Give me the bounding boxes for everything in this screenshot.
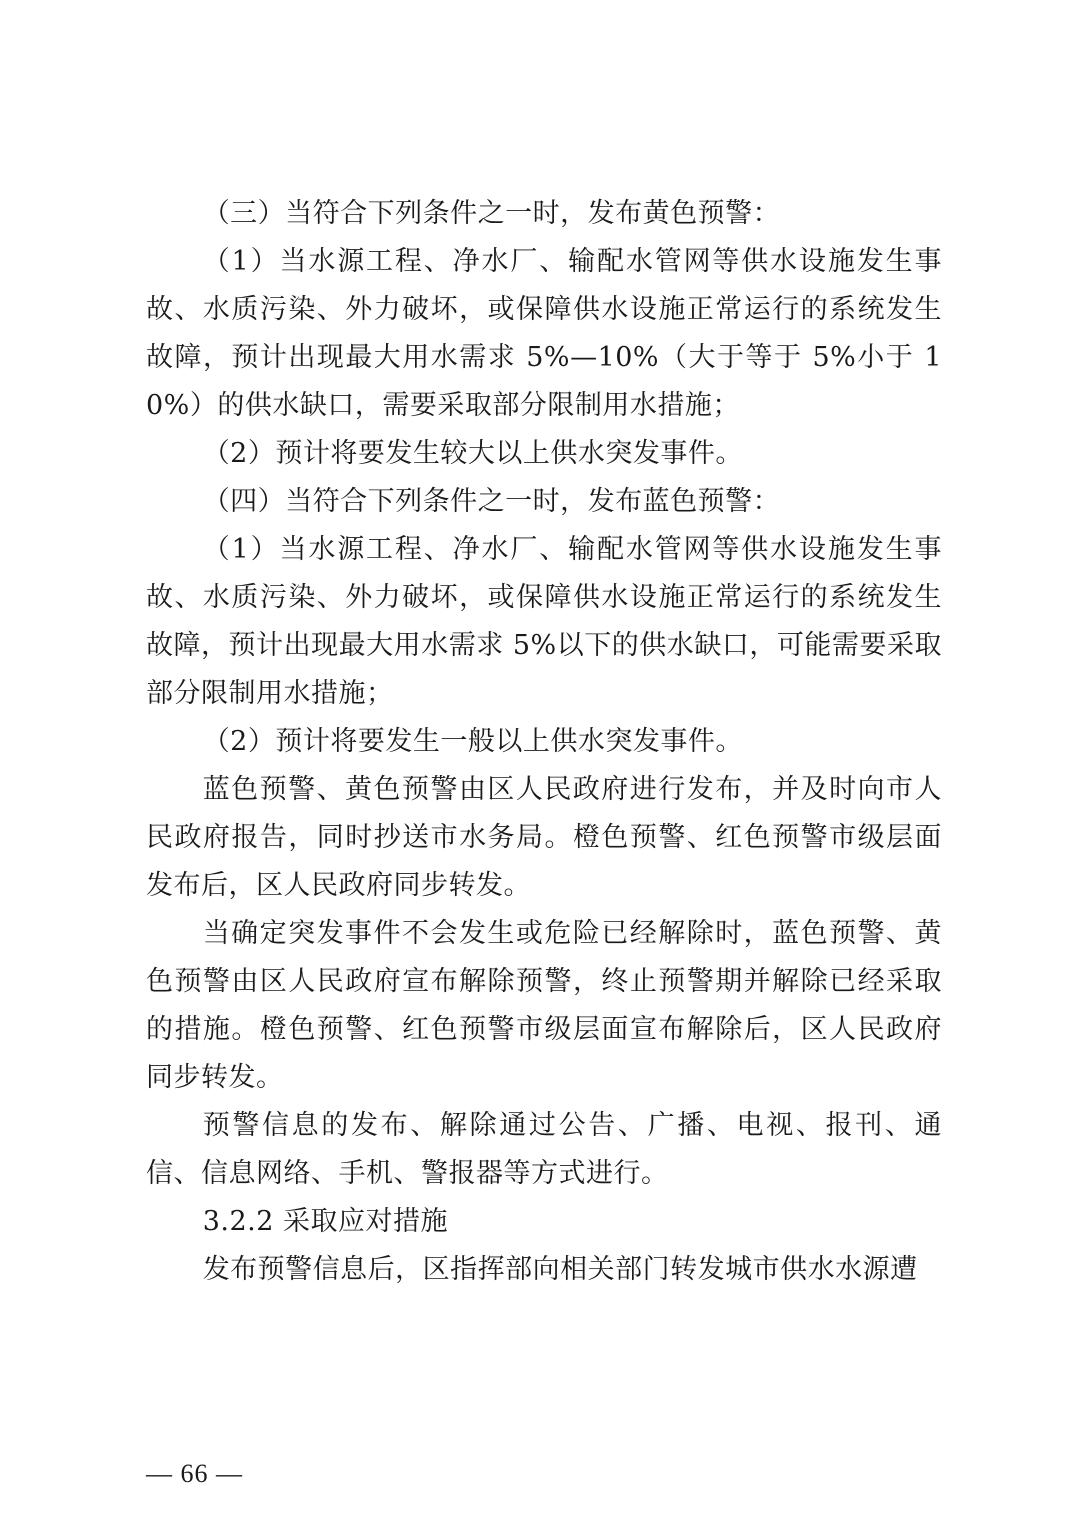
page-body [146, 190, 942, 1294]
section-heading-3-2-2: 3.2.2 采取应对措施 [202, 1206, 448, 1237]
paragraph-blue-condition-2: （2）预计将要发生一般以上供水突发事件。 [202, 726, 743, 757]
paragraph-yellow-condition-2: （2）预计将要发生较大以上供水突发事件。 [202, 438, 743, 469]
paragraph-warning-release: 蓝色预警、黄色预警由区人民政府进行发布，并及时向市人民政府报告，同时抄送市水务局。橙色预警、红色预警市级层面发布后，区人民政府同步转发。 [146, 774, 942, 901]
paragraph-yellow-condition-1: （1）当水源工程、净水厂、输配水管网等供水设施发生事故、水质污染、外力破坏，或保障供水设施正常运行的系统发生故障，预计出现最大用水需求 5%—10%（大于等于 5%小于 10%）的供水缺口，需要采取部分限制用水措施； [146, 246, 942, 421]
paragraph-yellow-warning-heading: （三）当符合下列条件之一时，发布黄色预警： [202, 198, 781, 229]
page-number: — 66 — [146, 1459, 243, 1488]
paragraph-response-measures: 发布预警信息后，区指挥部向相关部门转发城市供水水源遭 [202, 1254, 918, 1285]
paragraph-blue-condition-1: （1）当水源工程、净水厂、输配水管网等供水设施发生事故、水质污染、外力破坏，或保障供水设施正常运行的系统发生故障，预计出现最大用水需求 5%以下的供水缺口，可能需要采取部分限制用水措施； [146, 534, 942, 709]
paragraph-release-channels: 预警信息的发布、解除通过公告、广播、电视、报刊、通信、信息网络、手机、警报器等方式进行。 [146, 1110, 942, 1189]
paragraph-blue-warning-heading: （四）当符合下列条件之一时，发布蓝色预警： [202, 486, 781, 517]
paragraph-warning-lifting: 当确定突发事件不会发生或危险已经解除时，蓝色预警、黄色预警由区人民政府宣布解除预警，终止预警期并解除已经采取的措施。橙色预警、红色预警市级层面宣布解除后，区人民政府同步转发。 [146, 918, 942, 1093]
